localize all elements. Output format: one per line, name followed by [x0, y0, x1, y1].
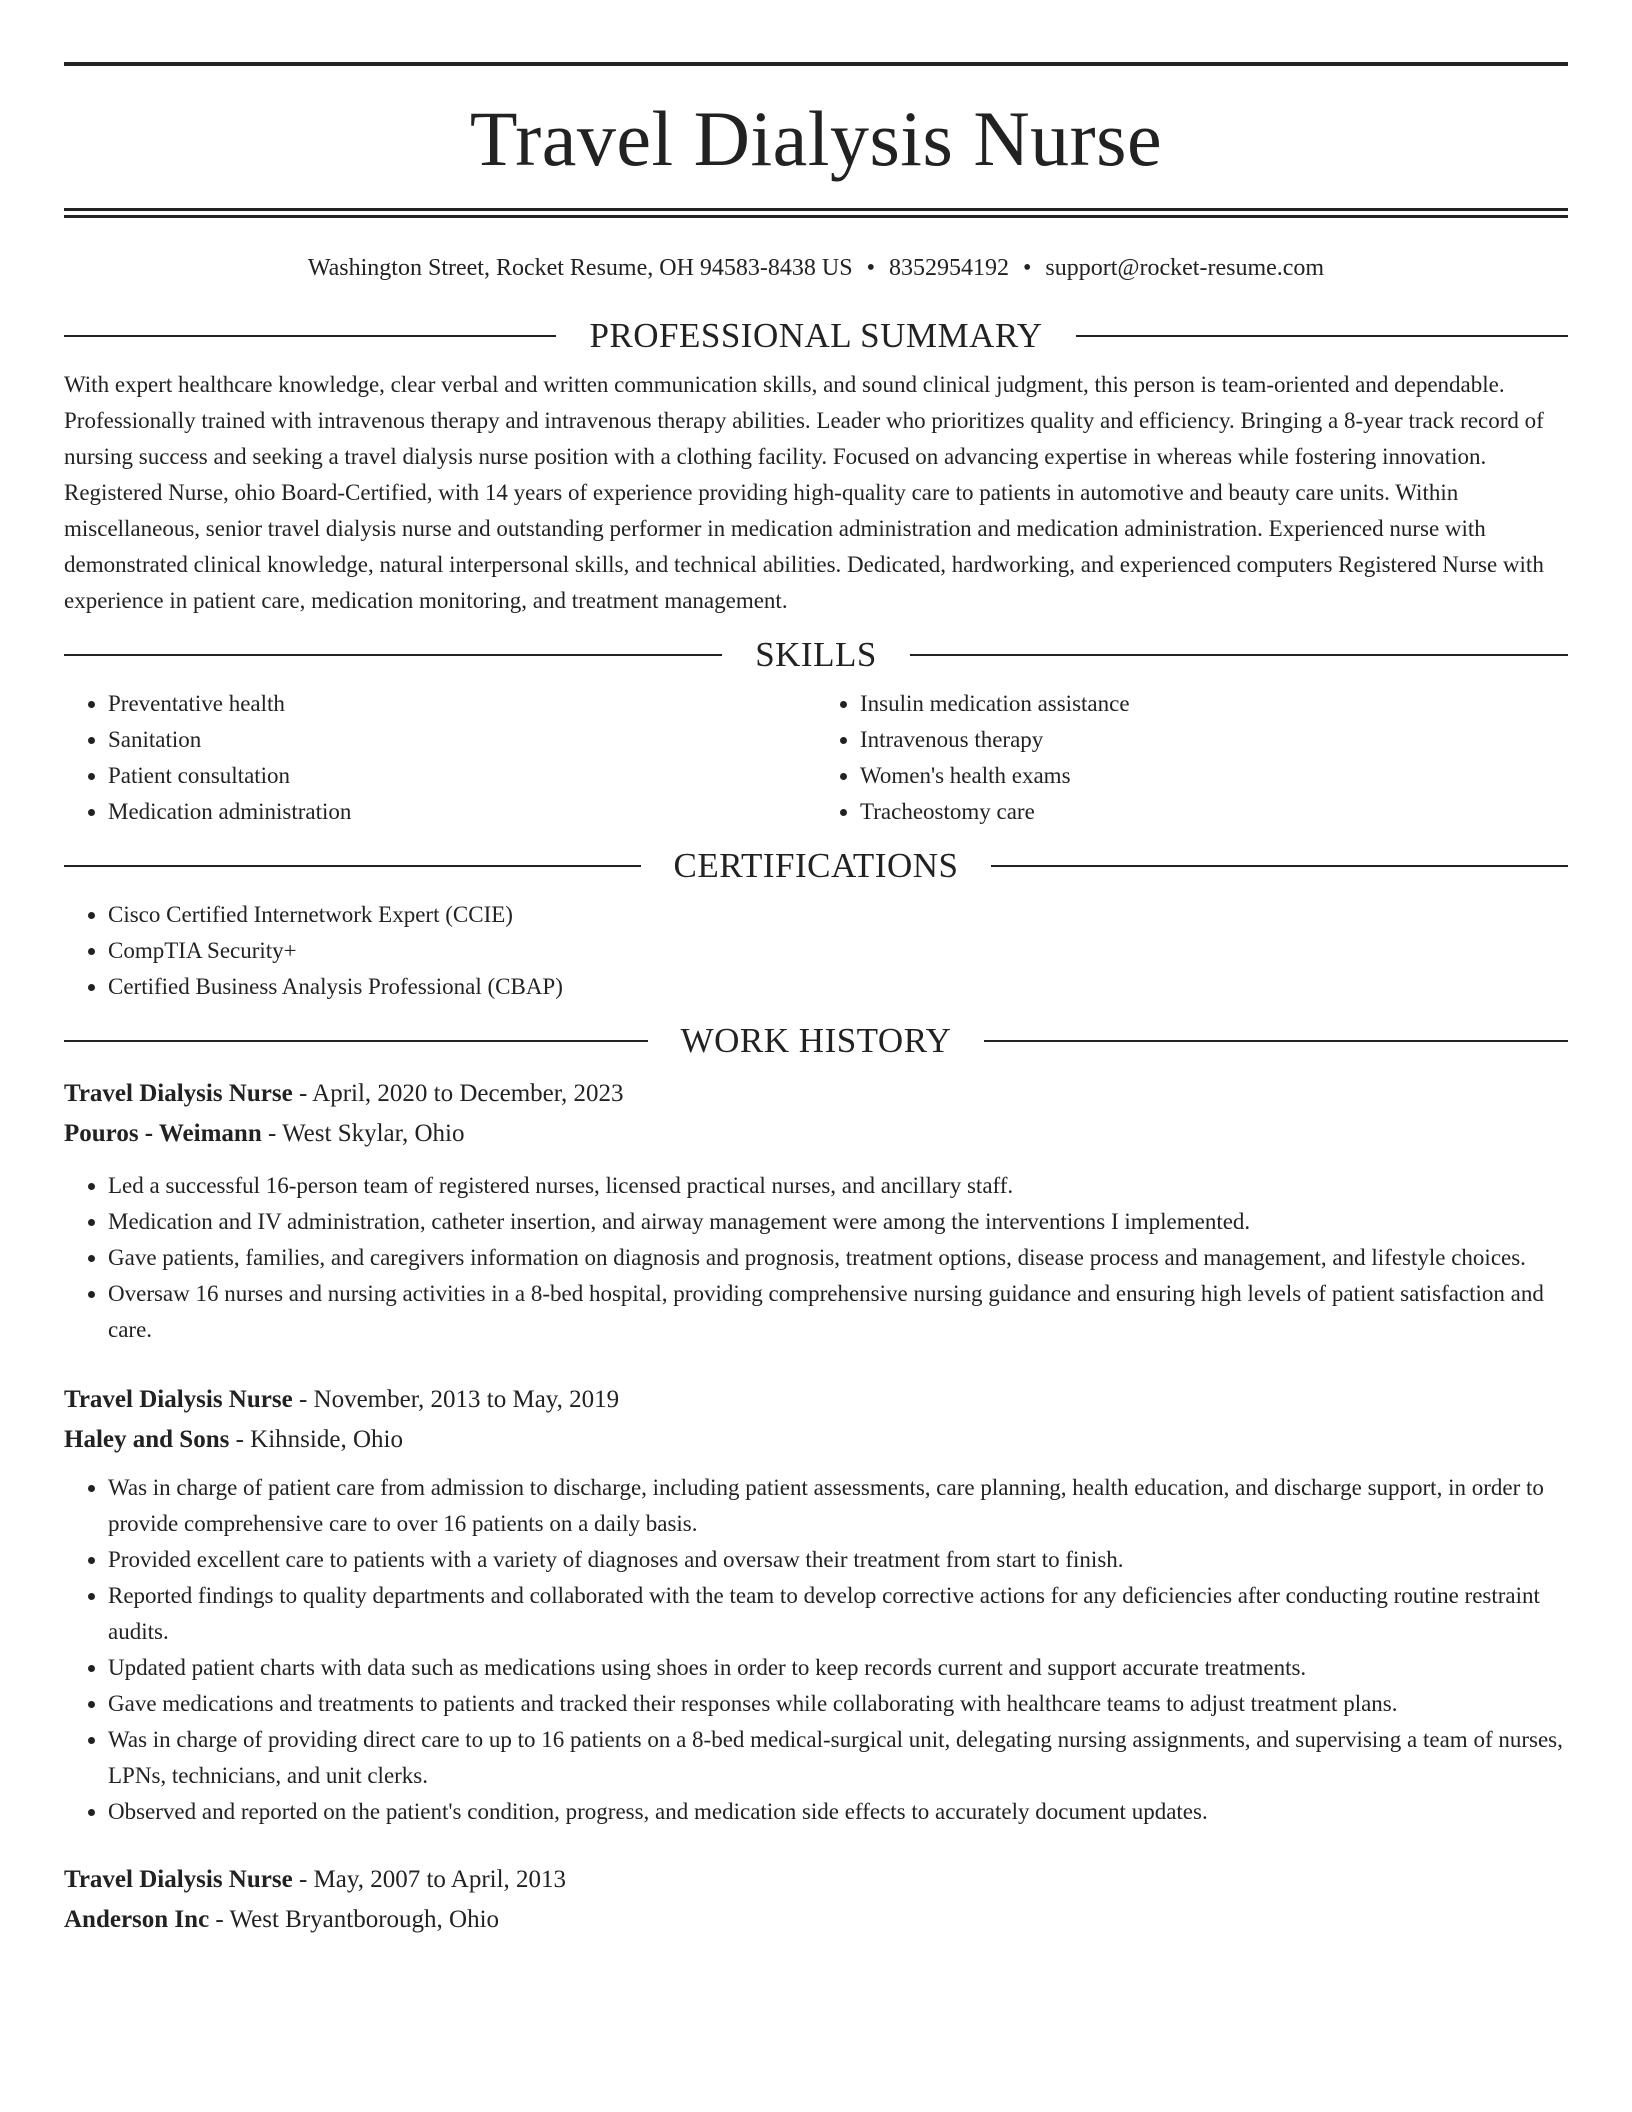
job-bullets [64, 1168, 1568, 1348]
heading-rule [64, 335, 556, 337]
job-bullet: • Was in charge of patient care from admission to discharge, including patient assessments, care planning, health education, and discharge support, in order to provide comprehensive care to over 16 patients on a daily basis. [108, 1470, 1568, 1542]
skill-item: • Sanitation [108, 722, 816, 758]
heading-rule [64, 865, 641, 867]
resume-name: Travel Dialysis Nurse [469, 95, 1163, 182]
certification-item: • Certified Business Analysis Professional (CBAP) [108, 969, 1568, 1005]
heading-rule [64, 654, 722, 656]
skill-item: • Patient consultation [108, 758, 816, 794]
job-entry [64, 1860, 1568, 1940]
job-dates: - May, 2007 to April, 2013 [292, 1866, 567, 1893]
job-title: Travel Dialysis Nurse [64, 1080, 293, 1107]
job-company: Anderson Inc [64, 1906, 210, 1933]
heading-rule [910, 654, 1568, 656]
job-bullet: • Observed and reported on the patient's condition, progress, and medication side effects to accurately document updates. [108, 1794, 1568, 1830]
job-bullet: • Medication and IV administration, catheter insertion, and airway management were among the interventions I implemented. [108, 1204, 1568, 1240]
heading-rule [991, 865, 1568, 867]
job-bullet: • Provided excellent care to patients with a variety of diagnoses and oversaw their treatment from start to finish. [108, 1542, 1568, 1578]
job-entry [64, 1380, 1568, 1830]
job-title: Travel Dialysis Nurse [64, 1386, 293, 1413]
job-company: Haley and Sons [64, 1426, 230, 1453]
section-title: SKILLS [755, 635, 877, 674]
job-company-line [64, 1900, 1568, 1940]
contact-line [64, 256, 1568, 280]
job-bullet: • Led a successful 16-person team of registered nurses, licensed practical nurses, and ancillary staff. [108, 1168, 1568, 1204]
job-location: - West Bryantborough, Ohio [209, 1906, 500, 1933]
job-bullet: • Oversaw 16 nurses and nursing activities in a 8-bed hospital, providing comprehensive nursing guidance and ensuring high levels of patient satisfaction and care. [108, 1276, 1568, 1348]
job-dates: - November, 2013 to May, 2019 [292, 1386, 620, 1413]
skill-item: • Tracheostomy care [860, 794, 1568, 830]
heading-rule [984, 1040, 1568, 1042]
heading-rule [64, 1040, 648, 1042]
job-company-line [64, 1114, 1568, 1154]
contact-separator: • [1023, 255, 1032, 281]
section-heading-certifications [64, 848, 1568, 883]
job-title-line [64, 1074, 1568, 1114]
skill-item: • Medication administration [108, 794, 816, 830]
section-heading-skills [64, 637, 1568, 672]
job-title: Travel Dialysis Nurse [64, 1866, 293, 1893]
skills-list [64, 686, 1568, 830]
skill-item: • Insulin medication assistance [860, 686, 1568, 722]
section-heading-summary [64, 318, 1568, 353]
job-entry [64, 1074, 1568, 1348]
contact-phone: 8352954192 [889, 255, 1009, 281]
contact-address: Washington Street, Rocket Resume, OH 94583-8438 US [307, 255, 853, 281]
job-title-line [64, 1380, 1568, 1420]
job-bullets [64, 1470, 1568, 1830]
summary-text: With expert healthcare knowledge, clear verbal and written communication skills, and sound clinical judgment, this person is team-oriented and dependable. Professionally trained with intravenous therapy and intravenous therapy abilities. Leader who prioritizes quality and efficiency. Bringing a 8-year track record of nursing success and seeking a travel dialysis nurse position with a clothing facility. Focused on advancing expertise in whereas while fostering innovation. Registered Nurse, ohio Board-Certified, with 14 years of experience providing high-quality care to patients in automotive and beauty care units. Within miscellaneous, senior travel dialysis nurse and outstanding performer in medication administration and medication administration. Experienced nurse with demonstrated clinical knowledge, natural interpersonal skills, and technical abilities. Dedicated, hardworking, and experienced computers Registered Nurse with experience in patient care, medication monitoring, and treatment management. [64, 372, 1544, 613]
job-company-line [64, 1420, 1568, 1460]
job-title-line [64, 1860, 1568, 1900]
job-bullet: • Updated patient charts with data such as medications using shoes in order to keep records current and support accurate treatments. [108, 1650, 1568, 1686]
contact-separator: • [866, 255, 875, 281]
name-double-rule [64, 208, 1568, 218]
skill-item: • Women's health exams [860, 758, 1568, 794]
job-company: Pouros - Weimann [64, 1120, 262, 1147]
job-dates: - April, 2020 to December, 2023 [292, 1080, 624, 1107]
skill-item: • Preventative health [108, 686, 816, 722]
job-bullet: • Was in charge of providing direct care to up to 16 patients on a 8-bed medical-surgical unit, delegating nursing assignments, and supervising a team of nurses, LPNs, technicians, and unit clerks. [108, 1722, 1568, 1794]
job-location: - Kihnside, Ohio [229, 1426, 403, 1453]
certifications-list [64, 897, 1568, 1005]
certification-item: • CompTIA Security+ [108, 933, 1568, 969]
certification-item: • Cisco Certified Internetwork Expert (CCIE) [108, 897, 1568, 933]
section-title: PROFESSIONAL SUMMARY [589, 316, 1043, 355]
section-heading-work-history [64, 1023, 1568, 1058]
skills-column-right [816, 686, 1568, 830]
skills-column-left [64, 686, 816, 830]
heading-rule [1076, 335, 1568, 337]
skill-item: • Intravenous therapy [860, 722, 1568, 758]
contact-email: support@rocket-resume.com [1045, 255, 1325, 281]
top-rule [64, 62, 1568, 66]
job-bullet: • Reported findings to quality departments and collaborated with the team to develop corrective actions for any deficiencies after conducting routine restraint audits. [108, 1578, 1568, 1650]
job-bullet: • Gave patients, families, and caregivers information on diagnosis and prognosis, treatment options, disease process and management, and lifestyle choices. [108, 1240, 1568, 1276]
job-location: - West Skylar, Ohio [261, 1120, 465, 1147]
section-title: CERTIFICATIONS [673, 846, 959, 885]
job-bullet: • Gave medications and treatments to patients and tracked their responses while collaborating with healthcare teams to adjust treatment plans. [108, 1686, 1568, 1722]
section-title: WORK HISTORY [680, 1021, 952, 1060]
